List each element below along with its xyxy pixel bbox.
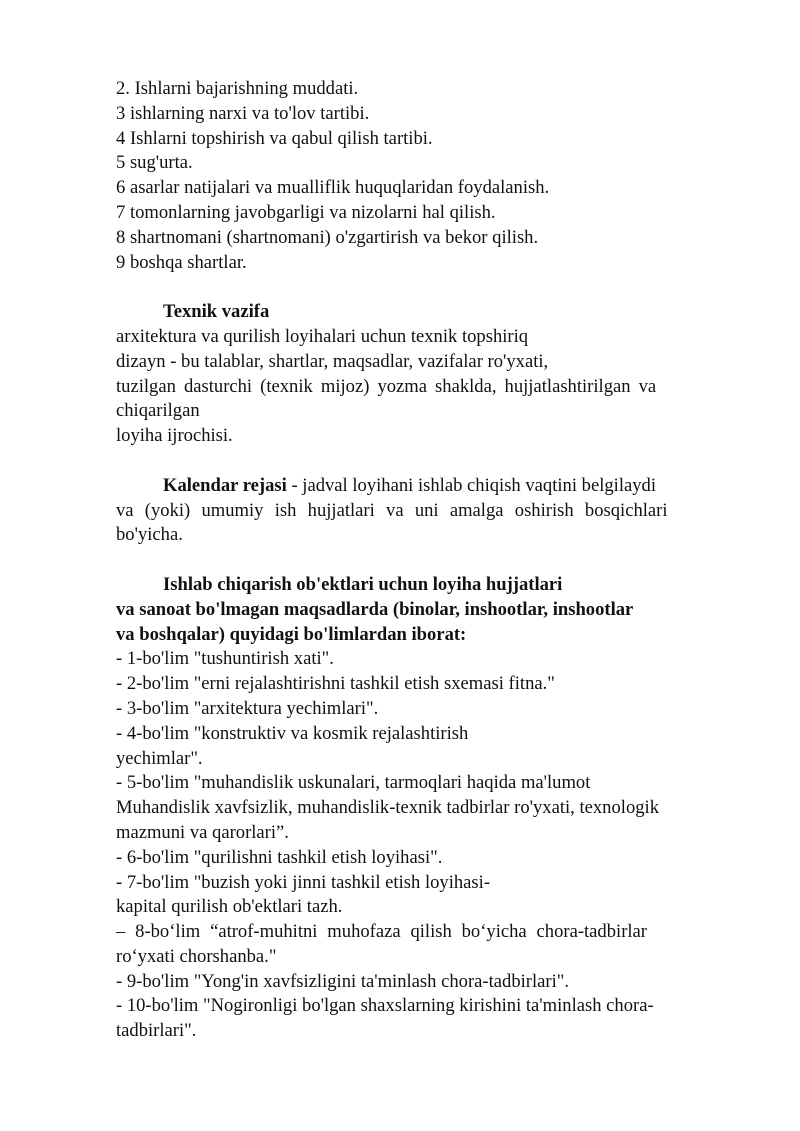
paragraph-gap <box>116 449 742 474</box>
list-item: 8 shartnomani (shartnomani) o'zgartirish va bekor qilish. <box>116 226 539 248</box>
list-item: tadbirlari". <box>116 1020 197 1042</box>
list-item: kapital qurilish ob'ektlari tazh. <box>116 896 343 918</box>
list-item: 2. Ishlarni bajarishning muddati. <box>116 78 359 99</box>
section-heading: Ishlab chiqarish ob'ektlari uchun loyiha hujjatlari <box>163 573 563 595</box>
list-item: - 10-bo'lim "Nogironligi bo'lgan shaxslarning kirishini ta'minlash chora- <box>116 995 654 1017</box>
paragraph-line: arxitektura va qurilish loyihalari uchun texnik topshiriq <box>116 325 529 347</box>
calendar-section <box>116 474 742 548</box>
list-item: 6 asarlar natijalari va mualliflik huquqlaridan foydalanish. <box>116 177 550 199</box>
contract-terms-list <box>116 77 742 275</box>
section-heading-line: va sanoat bo'lmagan maqsadlarda (binolar, inshootlar, inshootlar <box>116 598 634 620</box>
list-item: - 1-bo'lim "tushuntirish xati". <box>116 648 334 670</box>
definition-text: - jadval loyihani ishlab chiqish vaqtini belgilaydi <box>286 474 657 496</box>
paragraph-line <box>116 474 742 499</box>
paragraph-gap <box>116 548 742 573</box>
list-item: – 8-boʻlim “atrof-muhitni muhofaza qilish boʻyicha chora-tadbirlar <box>116 921 647 943</box>
document-body <box>116 77 742 1044</box>
list-item: - 4-bo'lim "konstruktiv va kosmik rejalashtirish <box>116 722 469 744</box>
paragraph-line: loyiha ijrochisi. <box>116 425 233 447</box>
list-item: Muhandislik xavfsizlik, muhandislik-texnik tadbirlar ro'yxati, texnologik <box>116 797 659 819</box>
list-item: 4 Ishlarni topshirish va qabul qilish tartibi. <box>116 127 433 149</box>
defined-term: Kalendar rejasi <box>163 474 287 496</box>
list-item: 5 sug'urta. <box>116 152 193 174</box>
list-item: 3 ishlarning narxi va to'lov tartibi. <box>116 102 370 124</box>
list-item: roʻyxati chorshanba." <box>116 945 277 967</box>
list-item: - 6-bo'lim "qurilishni tashkil etish loyihasi". <box>116 846 443 868</box>
section-heading: Texnik vazifa <box>163 301 270 323</box>
tech-task-section <box>116 300 742 449</box>
paragraph-gap <box>116 275 742 300</box>
list-item: 7 tomonlarning javobgarligi va nizolarni hal qilish. <box>116 201 496 223</box>
list-item: - 9-bo'lim "Yong'in xavfsizligini ta'minlash chora-tadbirlari". <box>116 970 569 992</box>
list-item: - 5-bo'lim "muhandislik uskunalari, tarmoqlari haqida ma'lumot <box>116 772 591 794</box>
section-heading-line: va boshqalar) quyidagi bo'limlardan iborat: <box>116 623 467 645</box>
paragraph-line: dizayn - bu talablar, shartlar, maqsadlar, vazifalar ro'yxati, <box>116 350 549 372</box>
list-item: - 7-bo'lim "buzish yoki jinni tashkil etish loyihasi- <box>116 871 491 893</box>
list-item: yechimlar". <box>116 747 203 769</box>
paragraph-line: va (yoki) umumiy ish hujjatlari va uni amalga oshirish bosqichlari <box>116 499 668 521</box>
list-item: 9 boshqa shartlar. <box>116 251 247 273</box>
list-item: - 2-bo'lim "erni rejalashtirishni tashkil etish sxemasi fitna." <box>116 673 555 695</box>
paragraph-line: tuzilgan dasturchi (texnik mijoz) yozma shaklda, hujjatlashtirilgan va <box>116 375 657 397</box>
paragraph-line: bo'yicha. <box>116 524 183 546</box>
list-item: mazmuni va qarorlari”. <box>116 821 289 843</box>
list-item: - 3-bo'lim "arxitektura yechimlari". <box>116 697 379 719</box>
paragraph-line: chiqarilgan <box>116 400 200 422</box>
project-docs-section <box>116 573 742 1044</box>
